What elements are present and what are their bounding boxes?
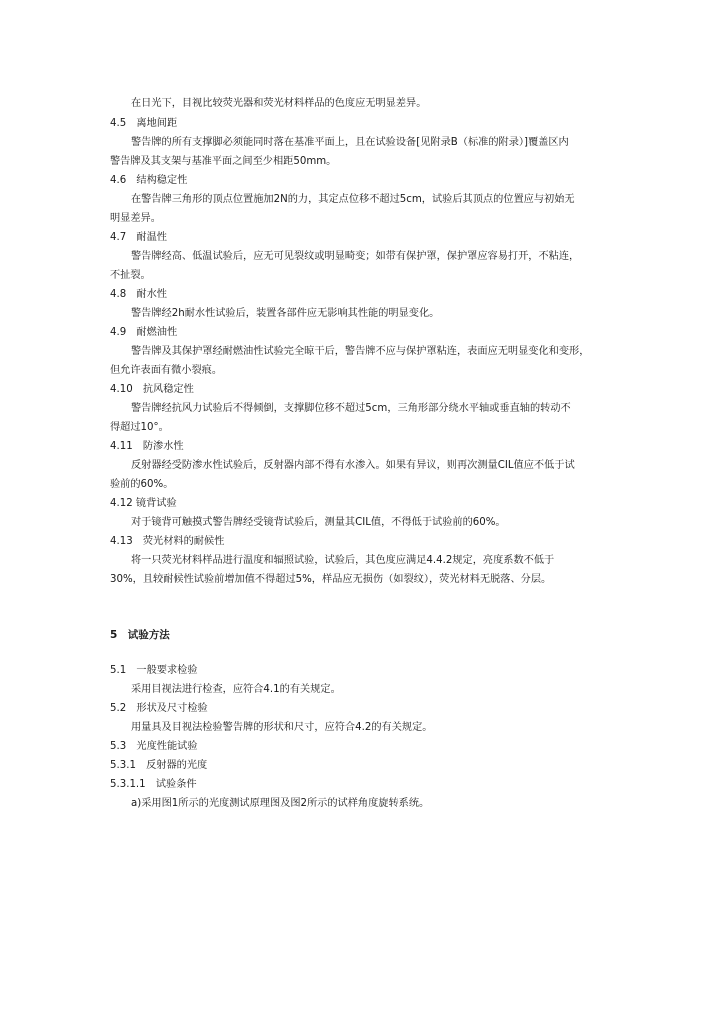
paragraph-line: 30%，且较耐候性试验前增加值不得超过5%，样品应无损伤（如裂纹），荧光材料无脱落、分层。: [110, 574, 552, 585]
section-heading: 4.8 耐水性: [110, 289, 167, 300]
paragraph-line: 警告牌的所有支撑脚必须能同时落在基准平面上，且在试验设备[见附录B（标准的附录）]覆盖区内: [131, 137, 569, 148]
section-heading: 5.3.1.1 试验条件: [110, 779, 197, 790]
section-heading: 5.1 一般要求检验: [110, 665, 198, 676]
paragraph-line: 将一只荧光材料样品进行温度和辐照试验，试验后，其色度应满足4.4.2规定，亮度系数不低于: [131, 555, 555, 566]
paragraph-line: a)采用图1所示的光度测试原理图及图2所示的试样角度旋转系统。: [131, 798, 430, 809]
section-heading: 4.13 荧光材料的耐候性: [110, 536, 225, 547]
paragraph-line: 明显差异。: [110, 213, 161, 224]
section-heading: 4.7 耐温性: [110, 232, 167, 243]
section-heading: 4.11 防渗水性: [110, 441, 184, 452]
paragraph-line: 采用目视法进行检查，应符合4.1的有关规定。: [131, 684, 341, 695]
paragraph-line: 警告牌及其保护罩经耐燃油性试验完全晾干后，警告牌不应与保护罩粘连，表面应无明显变化和变形，: [131, 346, 590, 357]
paragraph-line: 警告牌及其支架与基准平面之间至少相距50mm。: [110, 156, 337, 167]
paragraph-line: 验前的60%。: [110, 479, 174, 490]
paragraph-line: 在日光下，目视比较荧光器和荧光材料样品的色度应无明显差异。: [131, 98, 427, 109]
paragraph-line: 不扯裂。: [110, 270, 151, 281]
section-heading: 4.9 耐燃油性: [110, 327, 178, 338]
section-heading: 4.6 结构稳定性: [110, 175, 188, 186]
section-heading: 4.12 镜背试验: [110, 498, 177, 509]
paragraph-line: 对于镜背可触摸式警告牌经受镜背试验后，测量其CIL值，不得低于试验前的60%。: [131, 517, 506, 528]
paragraph-line: 得超过10°。: [110, 422, 169, 433]
paragraph-line: 警告牌经抗风力试验后不得倾倒，支撑脚位移不超过5cm，三角形部分绕水平轴或垂直轴的转动不: [131, 403, 571, 414]
section-heading: 5.3 光度性能试验: [110, 741, 198, 752]
paragraph-line: 但允许表面有微小裂痕。: [110, 365, 223, 376]
section-heading: 5.3.1 反射器的光度: [110, 760, 208, 771]
paragraph-line: 用量具及目视法检验警告牌的形状和尺寸，应符合4.2的有关规定。: [131, 722, 433, 733]
paragraph-line: 警告牌经高、低温试验后，应无可见裂纹或明显畸变；如带有保护罩，保护罩应容易打开，不粘连，: [131, 251, 580, 262]
paragraph-line: 反射器经受防渗水性试验后，反射器内部不得有水渗入。如果有异议，则再次测量CIL值应不低于试: [131, 460, 575, 471]
paragraph-line: 在警告牌三角形的顶点位置施加2N的力，其定点位移不超过5cm，试验后其顶点的位置应与初始无: [131, 194, 575, 205]
section-heading: 5.2 形状及尺寸检验: [110, 703, 208, 714]
section-heading: 4.10 抗风稳定性: [110, 384, 194, 395]
chapter-heading: 5 试验方法: [110, 629, 170, 641]
section-heading: 4.5 离地间距: [110, 118, 178, 129]
paragraph-line: 警告牌经2h耐水性试验后，装置各部件应无影响其性能的明显变化。: [131, 308, 440, 319]
